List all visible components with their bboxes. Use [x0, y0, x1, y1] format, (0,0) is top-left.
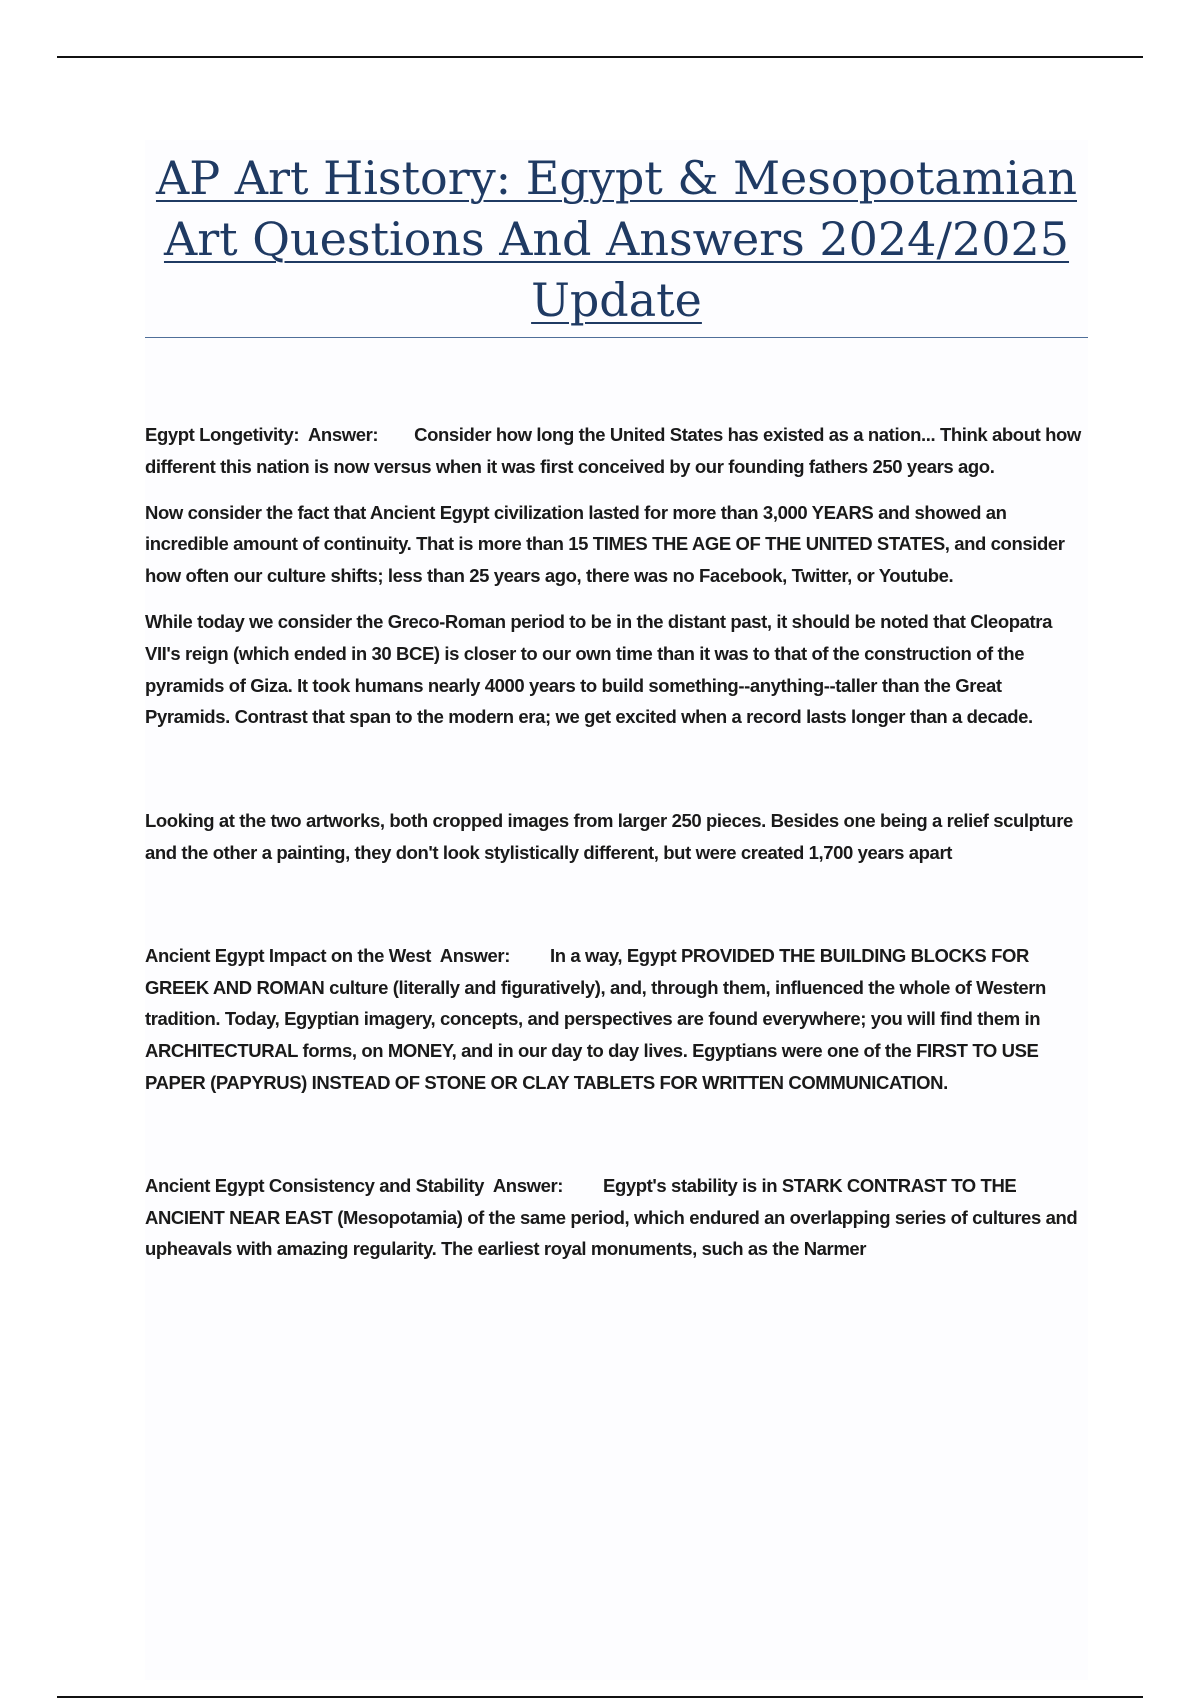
- answer-text: Egypt's stability is in STARK CONTRAST TO THE ANCIENT NEAR EAST (Mesopotamia) of the same period, which endured an overlapping series of cultures and upheavals with amazing regularity. The earliest royal monuments, such as the Narmer: [145, 1174, 1078, 1260]
- page-bottom-rule: [57, 1696, 1143, 1698]
- question-label: Ancient Egypt Consistency and Stability Answer:: [145, 1174, 564, 1196]
- question-label: Egypt Longetivity: Answer:: [145, 424, 379, 445]
- qa-egypt-consistency: [145, 1170, 1088, 1265]
- document-content: [145, 419, 1088, 1265]
- title-underline-rule: [145, 337, 1088, 338]
- paragraph-two-artworks: Looking at the two artworks, both cropped images from larger 250 pieces. Besides one being a relief sculpture and the other a painting, they don't look stylistically different, but were created 1,700 years apart: [145, 810, 1073, 863]
- question-label: Ancient Egypt Impact on the West Answer:: [145, 944, 510, 966]
- qa-egypt-impact-west: [145, 940, 1088, 1099]
- paragraph-greco-roman: While today we consider the Greco-Roman period to be in the distant past, it should be noted that Cleopatra VII's reign (which ended in 30 BCE) is closer to our own time than it was to that of the construction of the pyramids of Giza. It took humans nearly 4000 years to build something--anything--taller than the Great Pyramids. Contrast that span to the modern era; we get excited when a record lasts longer than a decade.: [145, 610, 1052, 728]
- answer-text: In a way, Egypt PROVIDED THE BUILDING BLOCKS FOR GREEK AND ROMAN culture (literally and figuratively), and, through them, influenced the whole of Western tradition. Today, Egyptian imagery, concepts, and perspectives are found everywhere; you will find them in ARCHITECTURAL forms, on MONEY, and in our day to day lives. Egyptians were one of the FIRST TO USE PAPER (PAPYRUS) INSTEAD OF STONE OR CLAY TABLETS FOR WRITTEN COMMUNICATION.: [145, 944, 1046, 1093]
- qa-egypt-longevity: [145, 419, 1088, 483]
- page-top-rule: [57, 56, 1143, 58]
- paragraph-continuity: Now consider the fact that Ancient Egypt civilization lasted for more than 3,000 YEARS and showed an incredible amount of continuity. That is more than 15 TIMES THE AGE OF THE UNITED STATES, and consider how often our culture shifts; less than 25 years ago, there was no Facebook, Twitter, or Youtube.: [145, 501, 1065, 587]
- answer-text: Consider how long the United States has existed as a nation... Think about how different this nation is now versus when it was first conceived by our founding fathers 250 years ago.: [145, 424, 1081, 477]
- document-title: AP Art History: Egypt & Mesopotamian Art Questions And Answers 2024/2025 Update: [155, 151, 1077, 327]
